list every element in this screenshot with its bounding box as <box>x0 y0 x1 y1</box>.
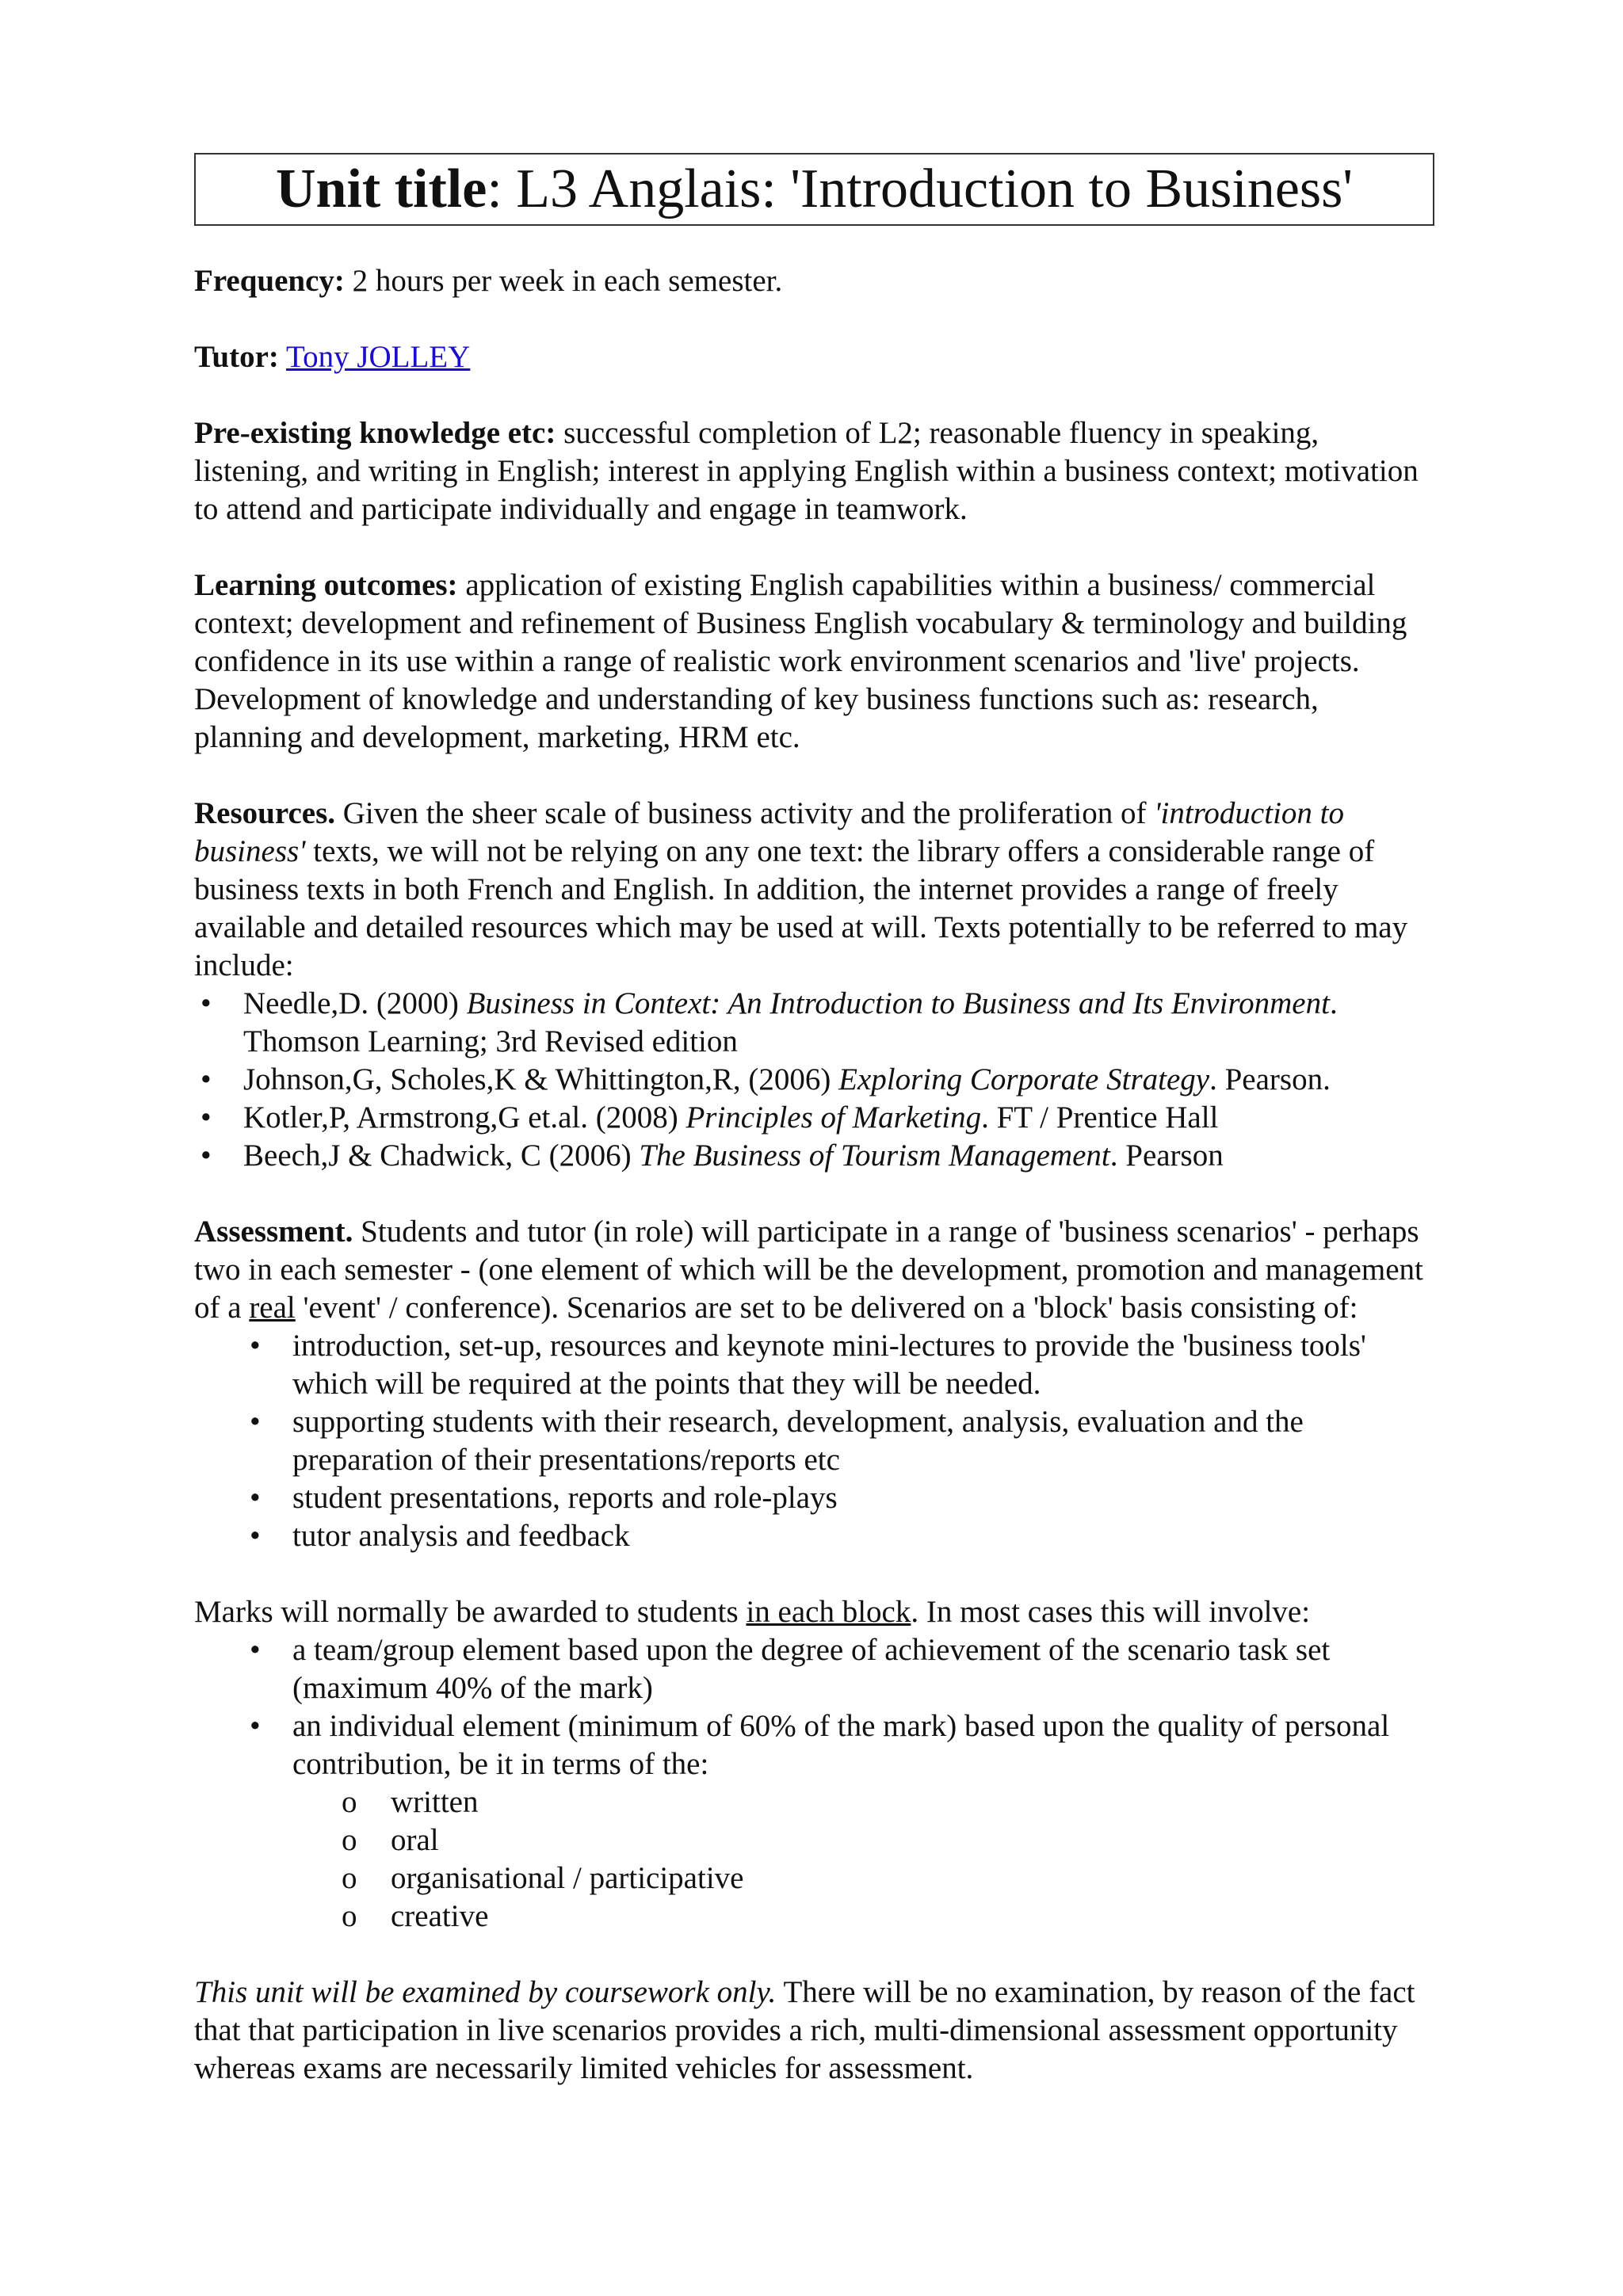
reference-list <box>194 985 1434 1175</box>
sublist-item: o organisational / participative <box>194 1859 1434 1897</box>
resources-italic: 'introduction to business' <box>194 796 1344 868</box>
resources-text-b: texts, we will not be relying on any one text: the library offers a considerable range of business texts in both French and English. In addition, the internet provides a range of freely available and detailed resources which may be used at will. Texts potentially to be referred to may include: <box>194 834 1408 982</box>
assessment-text-b: 'event' / conference). Scenarios are set to be delivered on a 'block' basis consisting of: <box>295 1291 1358 1325</box>
marks-list <box>194 1631 1434 1783</box>
learning-outcomes-text: application of existing English capabilities within a business/ commercial context; development and refinement of Business English vocabulary & terminology and building confidence in its use within a range of realistic work environment scenarios and 'live' projects. Development of knowledge and understanding of key business functions such as: research, planning and development, marketing, HRM etc. <box>194 568 1407 754</box>
preexisting-text: successful completion of L2; reasonable fluency in speaking, listening, and writing in English; interest in applying English within a business context; motivation to attend and participate individually and engage in teamwork. <box>194 416 1419 526</box>
frequency-text: 2 hours per week in each semester. <box>344 264 783 298</box>
preexisting-paragraph <box>194 414 1434 528</box>
resources-text-a: Given the sheer scale of business activity and the proliferation of <box>335 796 1155 830</box>
exam-paragraph <box>194 1974 1434 2088</box>
contribution-sublist <box>194 1783 1434 1936</box>
spacer <box>194 1555 1434 1593</box>
tutor-paragraph <box>194 338 1434 376</box>
reference-title: Business in Context: An Introduction to Business and Its Environment <box>466 986 1330 1020</box>
reference-item <box>194 1061 1434 1099</box>
resources-paragraph <box>194 795 1434 985</box>
list-item: • a team/group element based upon the degree of achievement of the scenario task set (maximum 40% of the mark) <box>194 1631 1434 1707</box>
sublist-item: o written <box>194 1783 1434 1821</box>
reference-item <box>194 1137 1434 1175</box>
marks-text-a: Marks will normally be awarded to students <box>194 1595 747 1629</box>
marks-underlined: in each block <box>746 1595 911 1629</box>
exam-italic: This unit will be examined by coursework only. <box>194 1975 777 2009</box>
preexisting-label: Pre-existing knowledge etc: <box>194 416 556 450</box>
unit-title-box <box>194 153 1434 226</box>
reference-authors: Johnson,G, Scholes,K & Whittington,R, (2006) <box>243 1062 839 1097</box>
assessment-underlined: real <box>249 1291 296 1325</box>
tutor-name-link[interactable]: Tony JOLLEY <box>285 340 471 374</box>
spacer <box>194 1175 1434 1213</box>
document-page <box>194 153 1434 2126</box>
reference-publisher: . Pearson. <box>1209 1062 1331 1097</box>
list-item: • tutor analysis and feedback <box>194 1517 1434 1555</box>
reference-publisher: . FT / Prentice Hall <box>981 1100 1219 1135</box>
spacer <box>194 1936 1434 1974</box>
list-item: • supporting students with their research, development, analysis, evaluation and the preparation of their presentations/reports etc <box>194 1403 1434 1479</box>
frequency-label: Frequency: <box>194 264 345 298</box>
reference-title: Exploring Corporate Strategy <box>838 1062 1210 1097</box>
assessment-paragraph <box>194 1213 1434 1327</box>
reference-item <box>194 1099 1434 1137</box>
list-item: • student presentations, reports and role-plays <box>194 1479 1434 1517</box>
tutor-label: Tutor: <box>194 340 279 374</box>
unit-title <box>276 158 1353 221</box>
assessment-label: Assessment. <box>194 1215 353 1249</box>
reference-authors: Needle,D. (2000) <box>243 986 467 1020</box>
reference-authors: Beech,J & Chadwick, C (2006) <box>243 1138 640 1173</box>
unit-title-label: Unit title <box>275 158 487 219</box>
learning-outcomes-paragraph <box>194 566 1434 757</box>
unit-title-text: : L3 Anglais: 'Introduction to Business' <box>487 158 1354 219</box>
sublist-item: o oral <box>194 1821 1434 1859</box>
exam-text: There will be no examination, by reason of the fact that that participation in live scenarios provides a rich, multi-dimensional assessment opportunity whereas exams are necessarily limited vehicles for assessment. <box>194 1975 1415 2085</box>
list-item: • an individual element (minimum of 60% of the mark) based upon the quality of personal contribution, be it in terms of the: <box>194 1707 1434 1783</box>
reference-publisher: . Pearson <box>1109 1138 1224 1173</box>
marks-paragraph <box>194 1593 1434 1631</box>
list-item: • introduction, set-up, resources and keynote mini-lectures to provide the 'business tools' which will be required at the points that they will be needed. <box>194 1327 1434 1403</box>
reference-item <box>194 985 1434 1061</box>
reference-publisher: . Thomson Learning; 3rd Revised edition <box>243 986 1338 1058</box>
sublist-item: o creative <box>194 1897 1434 1936</box>
reference-title: The Business of Tourism Management <box>639 1138 1110 1173</box>
learning-outcomes-label: Learning outcomes: <box>194 568 458 602</box>
reference-authors: Kotler,P, Armstrong,G et.al. (2008) <box>243 1100 686 1135</box>
resources-label: Resources. <box>194 796 335 830</box>
assessment-block-list <box>194 1327 1434 1555</box>
assessment-text-a: Students and tutor (in role) will participate in a range of 'business scenarios' - perhaps two in each semester - (one element of which will be the development, promotion and management of a <box>194 1215 1423 1325</box>
frequency-paragraph <box>194 262 1434 300</box>
marks-text-b: . In most cases this will involve: <box>911 1595 1311 1629</box>
reference-title: Principles of Marketing <box>685 1100 982 1135</box>
